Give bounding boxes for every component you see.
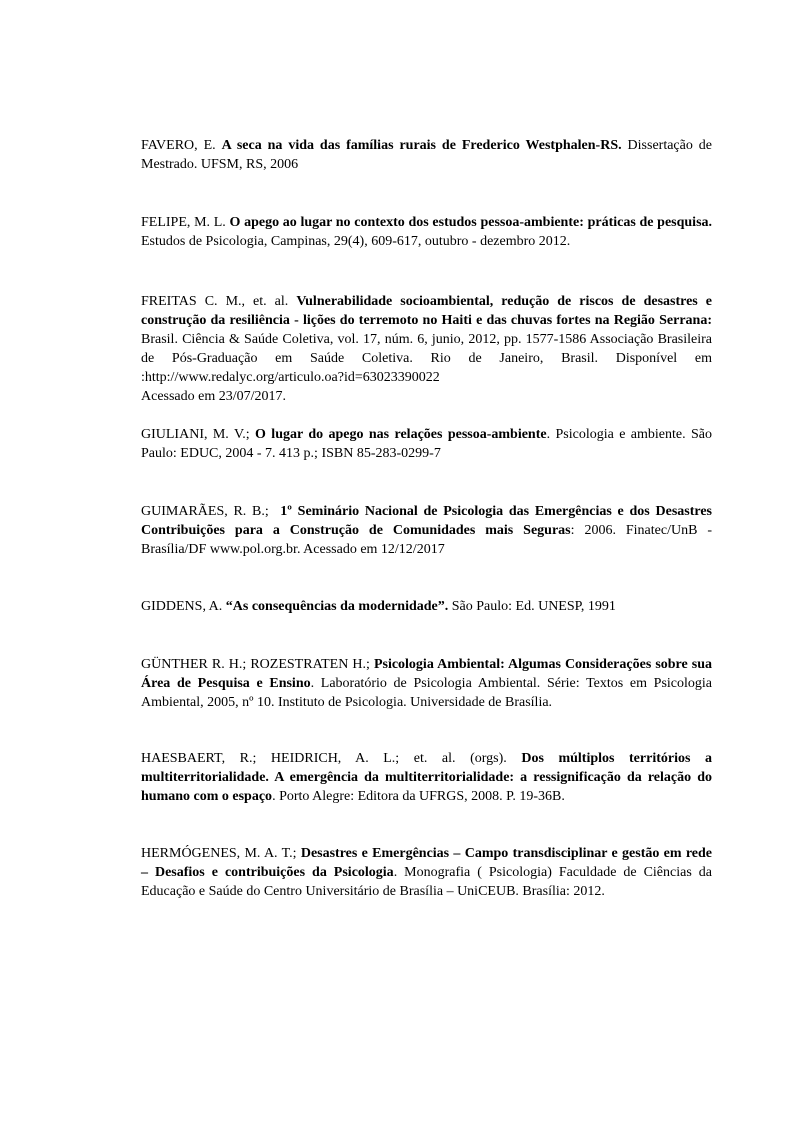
reference-title: A seca na vida das famílias rurais de Frederico Westphalen-RS. <box>221 138 622 153</box>
reference-author: GUIMARÃES, R. B.; <box>141 504 269 519</box>
reference-author: HERMÓGENES, M. A. T.; <box>141 846 297 861</box>
reference-favero <box>141 136 712 174</box>
reference-details: Estudos de Psicologia, Campinas, 29(4), 609-617, outubro - dezembro 2012. <box>141 234 571 249</box>
reference-details: Dissertação de Mestrado. UFSM, RS, 2006 <box>141 138 712 172</box>
reference-author: FELIPE, M. L. <box>141 215 226 230</box>
reference-author: HAESBAERT, R.; HEIDRICH, A. L.; et. al. (orgs). <box>141 751 507 766</box>
reference-author: FREITAS C. M., et. al. <box>141 294 289 309</box>
reference-author: GIULIANI, M. V.; <box>141 427 250 442</box>
reference-giuliani <box>141 425 712 463</box>
reference-details: . Monografia ( Psicologia) Faculdade de Ciências da Educação e Saúde do Centro Universitário de Brasília – UniCEUB. Brasília: 2012. <box>141 865 712 899</box>
reference-author: GÜNTHER R. H.; ROZESTRATEN H.; <box>141 657 370 672</box>
reference-author: GIDDENS, A. <box>141 599 223 614</box>
reference-details: São Paulo: Ed. UNESP, 1991 <box>451 599 616 614</box>
reference-haesbaert <box>141 749 712 806</box>
reference-gunther <box>141 655 712 712</box>
reference-hermogenes <box>141 844 712 901</box>
reference-details: . Psicologia e ambiente. São Paulo: EDUC, 2004 - 7. 413 p.; ISBN 85-283-0299-7 <box>141 427 713 461</box>
reference-title: “As consequências da modernidade”. <box>225 599 449 614</box>
reference-accessed: Acessado em 23/07/2017. <box>141 389 287 404</box>
reference-title: O apego ao lugar no contexto dos estudos pessoa-ambiente: práticas de pesquisa. <box>229 215 713 230</box>
reference-title: Dos múltiplos territórios a multiterritorialidade. A emergência da multiterritorialidade: a ressignificação da relação do humano com o espaço <box>141 751 712 804</box>
reference-guimaraes <box>141 502 712 559</box>
reference-author: FAVERO, E. <box>141 138 216 153</box>
reference-details: : 2006. Finatec/UnB - Brasília/DF www.pol.org.br. Acessado em 12/12/2017 <box>141 523 712 557</box>
reference-details: Brasil. Ciência & Saúde Coletiva, vol. 17, núm. 6, junio, 2012, pp. 1577-1586 Associação Brasileira de Pós-Graduação em Saúde Coletiva. Rio de Janeiro, Brasil. Disponível em :http://www.redalyc.org/articulo.oa?id=63023390022 <box>141 332 712 385</box>
reference-details: . Porto Alegre: Editora da UFRGS, 2008. P. 19-36B. <box>272 789 565 804</box>
reference-freitas <box>141 292 712 406</box>
reference-details: . Laboratório de Psicologia Ambiental. Série: Textos em Psicologia Ambiental, 2005, nº 10. Instituto de Psicologia. Universidade de Brasília. <box>141 676 712 710</box>
reference-title: O lugar do apego nas relações pessoa-ambiente <box>255 427 547 442</box>
reference-felipe <box>141 213 712 251</box>
reference-giddens <box>141 597 712 616</box>
reference-title: Psicologia Ambiental: Algumas Considerações sobre sua Área de Pesquisa e Ensino <box>141 657 712 691</box>
reference-title: Vulnerabilidade socioambiental, redução de riscos de desastres e construção da resiliência - lições do terremoto no Haiti e das chuvas fortes na Região Serrana: <box>141 294 712 328</box>
reference-title: 1º Seminário Nacional de Psicologia das Emergências e dos Desastres Contribuições para a Construção de Comunidades mais Seguras <box>141 504 713 538</box>
reference-title: Desastres e Emergências – Campo transdisciplinar e gestão em rede – Desafios e contribuições da Psicologia <box>141 846 713 880</box>
